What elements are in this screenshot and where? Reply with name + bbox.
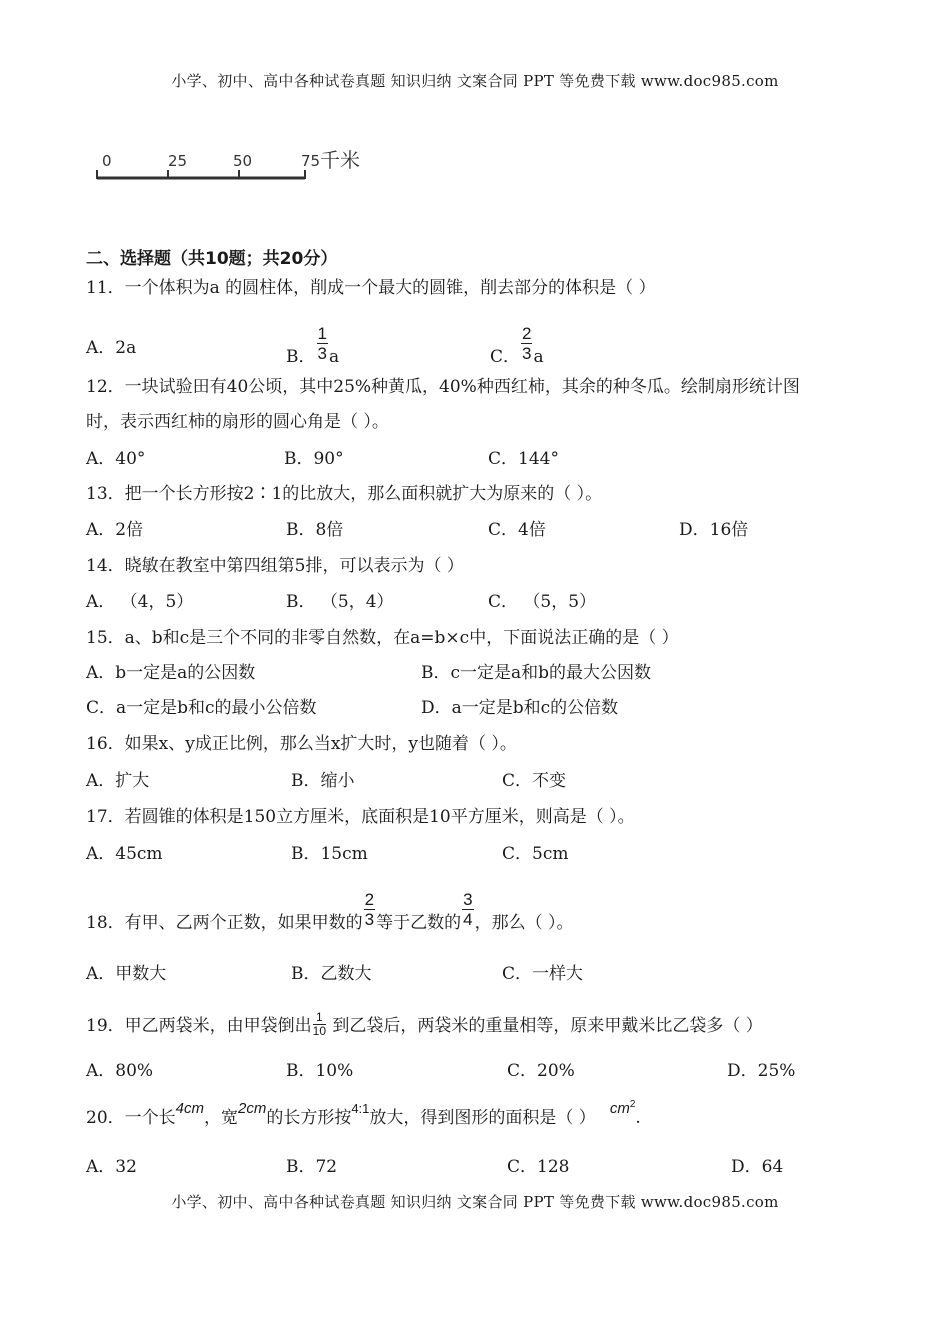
q20-unit: $cm^2$	[609, 1099, 636, 1117]
q20-part3: 的长方形按	[266, 1108, 352, 1128]
q18-part2: 等于乙数的	[376, 913, 462, 933]
q18-part3: ，那么（ ）。	[474, 913, 574, 933]
q17-option-c: C．5cm	[502, 844, 569, 864]
q17-option-a: A．45cm	[86, 844, 163, 864]
q18-option-a: A．甲数大	[86, 964, 167, 984]
q18-option-b: B．乙数大	[291, 964, 372, 984]
scale-label-25: 25	[168, 152, 188, 170]
q18-fraction-1: $\frac{2}{3}$	[364, 890, 375, 929]
q12-option-a: A．40°	[86, 449, 146, 469]
q17-option-b: B．15cm	[291, 844, 368, 864]
q14-option-b: B． （5，4）	[286, 592, 394, 612]
q12-option-b: B．90°	[284, 449, 344, 469]
q15-option-a: A．b一定是a的公因数	[86, 663, 256, 683]
q20-ratio: 4:1	[351, 1101, 370, 1116]
q14-option-a: A． （4，5）	[86, 592, 194, 612]
q12-option-c: C．144°	[488, 449, 559, 469]
q11-stem: 11．一个体积为a 的圆柱体，削成一个最大的圆锥，削去部分的体积是（ ）	[86, 278, 656, 298]
q16-option-b: B．缩小	[291, 771, 355, 791]
q15-stem: 15．a、b和c是三个不同的非零自然数，在a=b×c中，下面说法正确的是（ ）	[86, 628, 679, 648]
q13-option-c: C．4倍	[488, 520, 546, 540]
q11-b-prefix: B．	[286, 347, 316, 367]
q14-stem: 14．晓敏在教室中第四组第5排，可以表示为（ ）	[86, 556, 464, 576]
q20-width: 2cm	[237, 1100, 267, 1117]
q13-option-d: D．16倍	[679, 520, 749, 540]
q13-option-b: B．8倍	[286, 520, 344, 540]
page-footer: 小学、初中、高中各种试卷真题 知识归纳 文案合同 PPT 等免费下载 www.doc985.com	[171, 1193, 779, 1211]
q13-stem: 13．把一个长方形按2∶1的比放大，那么面积就扩大为原来的（ ）。	[86, 484, 603, 504]
q20-option-a: A．32	[86, 1157, 137, 1177]
q17-stem: 17．若圆锥的体积是150立方厘米，底面积是10平方厘米，则高是（ ）。	[86, 807, 635, 827]
q15-option-b: B．c一定是a和b的最大公因数	[421, 663, 652, 683]
q19-part2: 到乙袋后，两袋米的重量相等，原来甲戴米比乙袋多（ ）	[327, 1016, 763, 1036]
q11-option-b	[286, 324, 340, 377]
q20-option-d: D．64	[731, 1157, 784, 1177]
q16-option-a: A．扩大	[86, 771, 150, 791]
scale-bar	[94, 148, 384, 186]
scale-unit: 千米	[320, 148, 360, 172]
q19-stem	[86, 1010, 763, 1040]
q19-option-d: D．25%	[727, 1061, 796, 1081]
q16-stem: 16．如果x、y成正比例，那么当x扩大时，y也随着（ ）。	[86, 734, 517, 754]
q20-end: .	[635, 1108, 641, 1128]
q20-option-c: C．128	[507, 1157, 570, 1177]
q18-option-c: C．一样大	[502, 964, 584, 984]
scale-label-75: 75	[301, 152, 321, 170]
q18-fraction-2: $\frac{3}{4}$	[463, 890, 473, 929]
q16-option-c: C．不变	[502, 771, 567, 791]
q11-c-prefix: C．	[490, 347, 521, 367]
q11-b-fraction: $\frac{1}{3}$	[317, 324, 327, 363]
q11-c-suffix: a	[533, 347, 544, 367]
q18-part1: 18．有甲、乙两个正数，如果甲数的	[86, 913, 363, 933]
q11-option-c	[490, 324, 544, 377]
q20-option-b: B．72	[286, 1157, 338, 1177]
q20-part4: 放大，得到图形的面积是（ ）	[369, 1108, 596, 1128]
q14-option-c: C． （5，5）	[488, 592, 597, 612]
q18-stem	[86, 890, 574, 943]
section-title: 二、选择题（共10题；共20分）	[86, 249, 338, 269]
q11-c-fraction: $\frac{2}{3}$	[522, 324, 532, 363]
q19-option-a: A．80%	[86, 1061, 154, 1081]
q19-part1: 19．甲乙两袋米，由甲袋倒出	[86, 1016, 312, 1036]
q19-option-c: C．20%	[507, 1061, 575, 1081]
q15-option-c: C．a一定是b和c的最小公倍数	[86, 698, 317, 718]
q12-stem-line1: 12．一块试验田有40公顷，其中25%种黄瓜，40%种西红柿，其余的种冬瓜。绘制扇形统计图	[86, 377, 800, 397]
q19-option-b: B．10%	[286, 1061, 354, 1081]
page-header: 小学、初中、高中各种试卷真题 知识归纳 文案合同 PPT 等免费下载 www.doc985.com	[171, 72, 779, 90]
q20-part2: ，宽	[203, 1108, 238, 1128]
q13-option-a: A．2倍	[86, 520, 144, 540]
q20-part1: 20．一个长	[86, 1108, 176, 1128]
q20-length: 4cm	[175, 1100, 204, 1117]
scale-label-50: 50	[233, 152, 253, 170]
q20-stem	[86, 1099, 641, 1131]
q11-b-suffix: a	[328, 347, 340, 367]
q15-option-d: D．a一定是b和c的公倍数	[421, 698, 619, 718]
q19-fraction: $\frac{1}{10}$	[312, 1010, 326, 1038]
scale-label-0: 0	[102, 152, 112, 170]
q12-stem-line2: 时，表示西红柿的扇形的圆心角是（ ）。	[86, 412, 389, 432]
q11-option-a: A．2a	[86, 338, 137, 358]
